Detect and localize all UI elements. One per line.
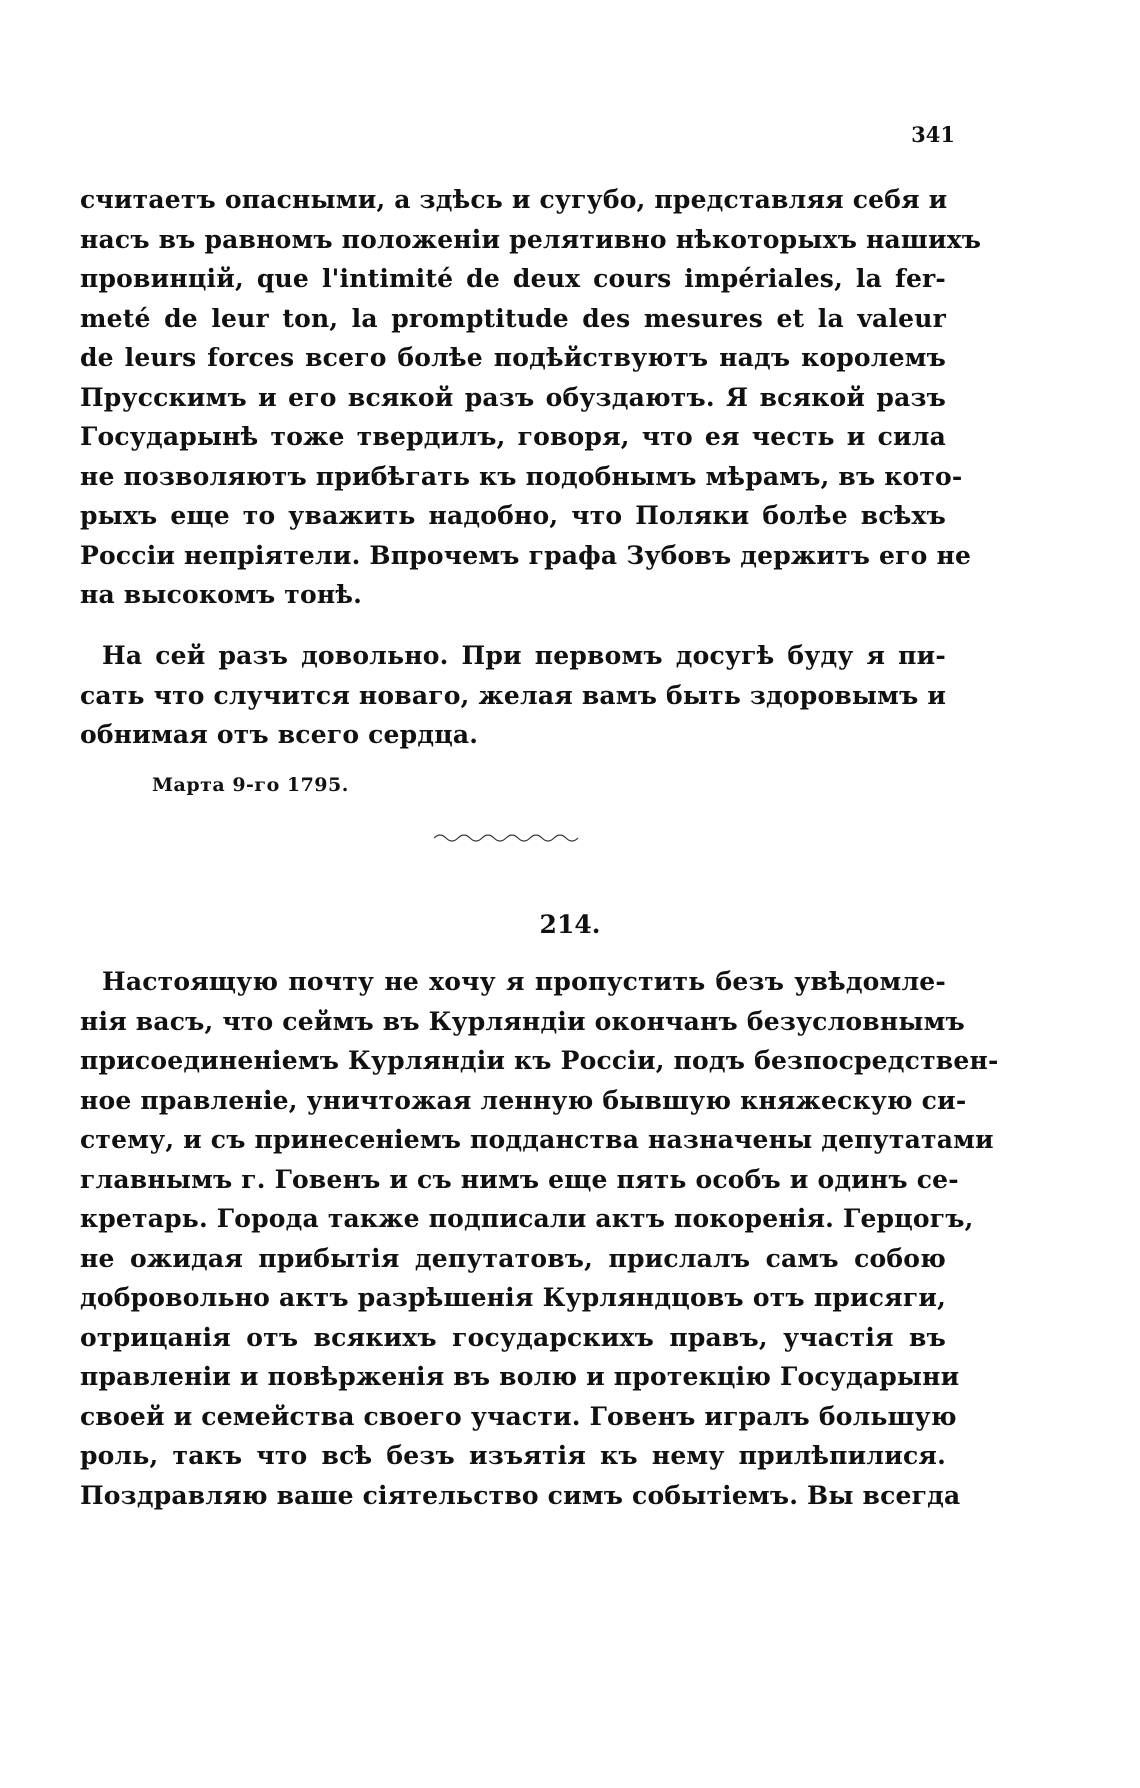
text-line: Государынѣ тоже твердилъ, говоря, что ея честь и сила (80, 422, 946, 451)
letter-number: 214. (539, 910, 601, 939)
text-line: главнымъ г. Говенъ и съ нимъ еще пять особъ и одинъ се- (80, 1164, 959, 1194)
text-line: нія васъ, что сеймъ въ Курляндіи окончанъ безусловнымъ (80, 1006, 965, 1036)
text-line: добровольно актъ разрѣшенія Курляндцовъ отъ присяги, (80, 1283, 946, 1312)
text-line: Россіи непріятели. Впрочемъ графа Зубовъ держитъ его не (80, 540, 972, 570)
text-line: meté de leur ton, la promptitude des mesures et la valeur (80, 303, 946, 333)
text-line: кретарь. Города также подписали актъ покоренія. Герцогъ, (80, 1204, 974, 1233)
text-line: Прусскимъ и его всякой разъ обуздаютъ. Я всякой разъ (80, 382, 946, 412)
letter-date: Марта 9-го 1795. (152, 774, 349, 796)
text-line: правленіи и повѣрженія въ волю и протекцію Государыни (80, 1362, 960, 1391)
text-line: ное правленіе, уничтожая ленную бывшую княжескую си- (80, 1085, 967, 1115)
text-line: насъ въ равномъ положеніи релятивно нѣкоторыхъ нашихъ (80, 224, 982, 254)
text-line: стему, и съ принесеніемъ подданства назначены депутатами (80, 1125, 994, 1154)
text-line: рыхъ еще то уважить надобно, что Поляки болѣе всѣхъ (80, 501, 946, 530)
paragraph-continuation (80, 180, 982, 615)
text-line: Настоящую почту не хочу я пропустить безъ увѣдомле- (102, 967, 946, 996)
page-number: 341 (911, 122, 955, 147)
text-line: Поздравляю ваше сіятельство симъ событіемъ. Вы всегда (80, 1480, 961, 1510)
text-line: провинцій, que l'intimité de deux cours impériales, la fer- (80, 264, 946, 293)
text-line: отрицанія отъ всякихъ государскихъ правъ, участія въ (80, 1322, 946, 1352)
letter-body (80, 962, 999, 1515)
text-line: не ожидая прибытія депутатовъ, прислалъ самъ собою (80, 1243, 946, 1273)
text-line: присоединеніемъ Курляндіи къ Россіи, подъ безпосредствен- (80, 1046, 999, 1075)
text-line: не позволяютъ прибѣгать къ подобнымъ мѣрамъ, въ кото- (80, 461, 963, 491)
paragraph-closing (80, 636, 946, 755)
text-line: обнимая отъ всего сердца. (80, 720, 479, 749)
separator-ornament (434, 832, 584, 844)
text-line: своей и семейства своего участи. Говенъ игралъ большую (80, 1401, 957, 1431)
text-line: на высокомъ тонѣ. (80, 580, 363, 609)
text-line: считаетъ опасными, а здѣсь и сугубо, представляя себя и (80, 185, 948, 214)
text-line: роль, такъ что всѣ безъ изъятія къ нему прилѣпилися. (80, 1441, 946, 1470)
text-line: На сей разъ довольно. При первомъ досугѣ буду я пи- (102, 641, 946, 670)
text-line: de leurs forces всего болѣе подѣйствуютъ надъ королемъ (80, 343, 946, 372)
text-line: сать что случится новаго, желая вамъ быть здоровымъ и (80, 680, 947, 710)
